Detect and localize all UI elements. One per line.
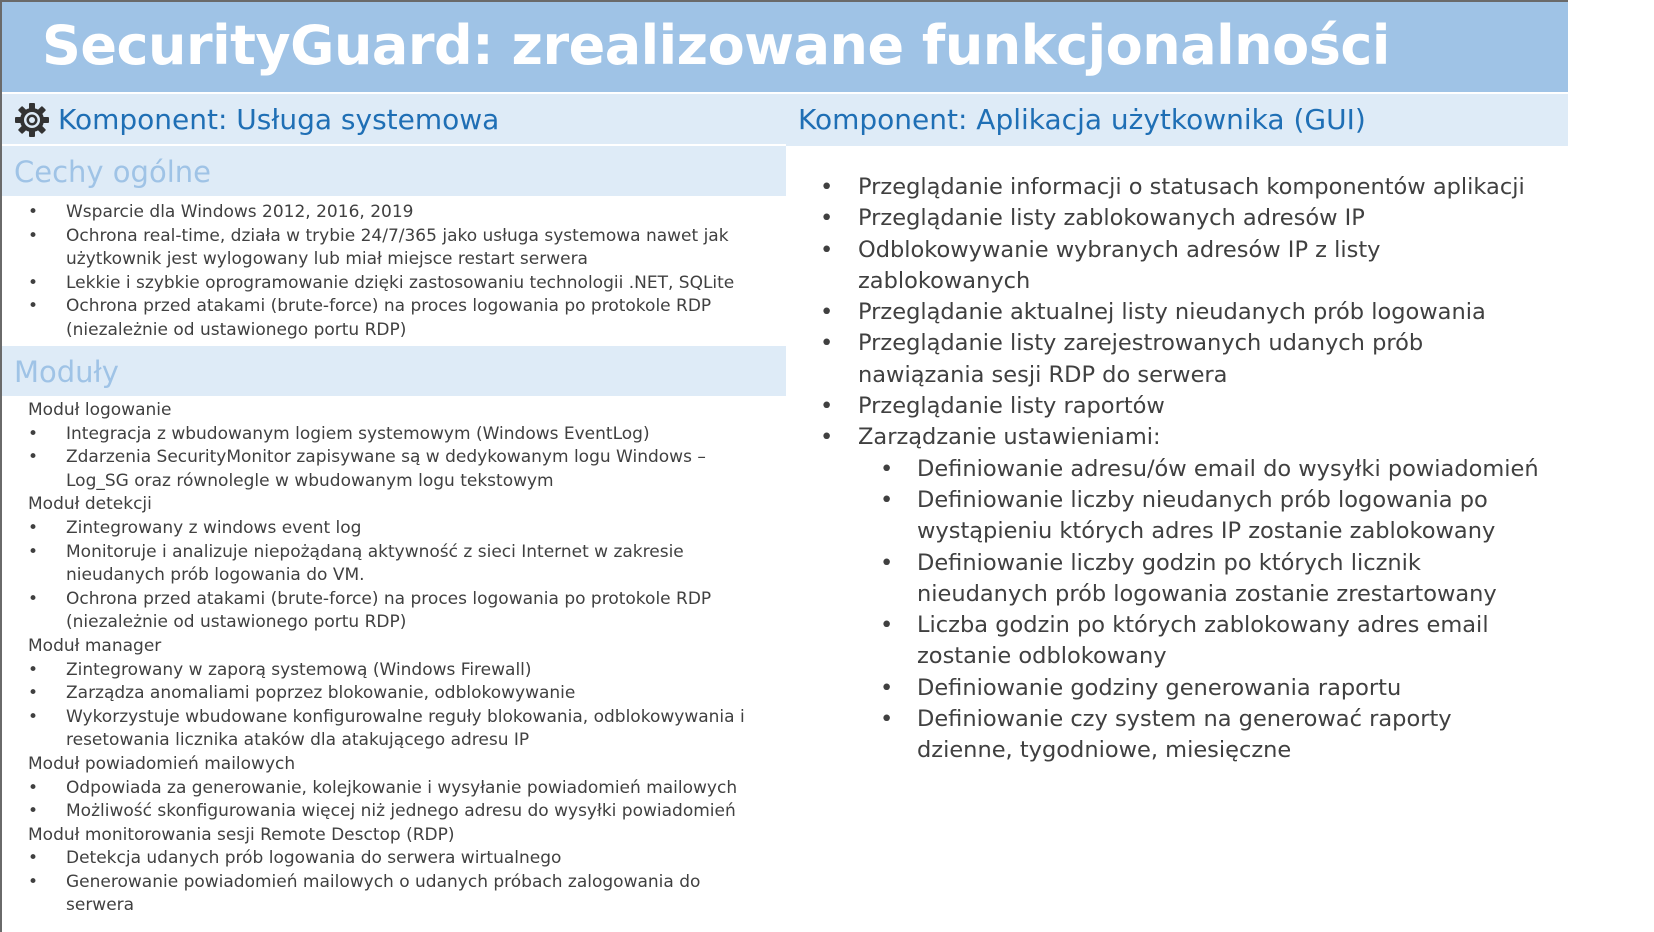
list-item: • Przeglądanie aktualnej listy nieudanych prób logowania <box>786 297 1546 328</box>
gear-icon <box>14 102 50 138</box>
slide-title: SecurityGuard: zrealizowane funkcjonalności <box>42 14 1390 77</box>
list-item: • Wykorzystuje wbudowane konfigurowalne reguły blokowania, odblokowywania i resetowania licznika ataków dla atakującego adresu IP <box>4 706 756 753</box>
list-item: • Zarządzanie ustawieniami: <box>786 422 1546 453</box>
list-item: • Możliwość skonfigurowania więcej niż jednego adresu do wysyłki powiadomień <box>4 800 756 824</box>
module-heading-detection: Moduł detekcji <box>28 494 152 515</box>
list-item: • Detekcja udanych prób logowania do serwera wirtualnego <box>4 847 756 871</box>
modules-list <box>4 399 756 918</box>
list-item: • Zintegrowany w zaporą systemową (Windows Firewall) <box>4 659 756 683</box>
list-item: • Zdarzenia SecurityMonitor zapisywane są w dedykowanym logu Windows – Log_SG oraz równolegle w wbudowanym logu tekstowym <box>4 446 756 493</box>
list-item: • Zarządza anomaliami poprzez blokowanie, odblokowywanie <box>4 682 756 706</box>
right-component-title: Komponent: Aplikacja użytkownika (GUI) <box>798 103 1366 136</box>
left-component-title: Komponent: Usługa systemowa <box>58 103 500 136</box>
list-item: • Przeglądanie listy zarejestrowanych udanych prób nawiązania sesji RDP do serwera <box>786 328 1546 391</box>
gui-features-list <box>786 172 1546 767</box>
settings-sub-item: • Definiowanie liczby nieudanych prób logowania po wystąpieniu których adres IP zostanie zablokowany <box>786 485 1546 548</box>
list-item: • Ochrona real-time, działa w trybie 24/7/365 jako usługa systemowa nawet jak użytkownik jest wylogowany lub miał miejsce restart serwera <box>4 225 756 272</box>
list-item: • Odpowiada za generowanie, kolejkowanie i wysyłanie powiadomień mailowych <box>4 777 756 801</box>
list-item: • Ochrona przed atakami (brute-force) na proces logowania po protokole RDP (niezależnie od ustawionego portu RDP) <box>4 295 756 342</box>
general-features-list <box>4 201 756 343</box>
settings-sub-item: • Definiowanie czy system na generować raporty dzienne, tygodniowe, miesięczne <box>786 704 1546 767</box>
list-item: • Monitoruje i analizuje niepożądaną aktywność z sieci Internet w zakresie nieudanych prób logowania do VM. <box>4 541 756 588</box>
module-heading-manager: Moduł manager <box>28 635 162 656</box>
title-bar <box>2 2 1568 92</box>
settings-sub-item: • Definiowanie godziny generowania raportu <box>786 673 1546 704</box>
settings-sub-item: • Definiowanie adresu/ów email do wysyłki powiadomień <box>786 454 1546 485</box>
general-section-title: Cechy ogólne <box>14 155 211 189</box>
modules-section-header <box>2 346 786 396</box>
list-item: • Ochrona przed atakami (brute-force) na proces logowania po protokole RDP (niezależnie od ustawionego portu RDP) <box>4 588 756 635</box>
list-item: • Odblokowywanie wybranych adresów IP z listy zablokowanych <box>786 235 1546 298</box>
list-item: • Generowanie powiadomień mailowych o udanych próbach zalogowania do serwera <box>4 871 756 918</box>
list-item: • Przeglądanie listy zablokowanych adresów IP <box>786 203 1546 234</box>
module-heading-logging: Moduł logowanie <box>28 400 172 420</box>
list-item: • Wsparcie dla Windows 2012, 2016, 2019 <box>4 201 756 225</box>
module-heading-rdp-monitoring: Moduł monitorowania sesji Remote Desctop (RDP) <box>28 824 455 845</box>
module-heading-notifications: Moduł powiadomień mailowych <box>28 753 296 774</box>
list-item: • Przeglądanie listy raportów <box>786 391 1546 422</box>
settings-sub-item: • Definiowanie liczby godzin po których licznik nieudanych prób logowania zostanie zrestartowany <box>786 548 1546 611</box>
list-item: • Zintegrowany z windows event log <box>4 517 756 541</box>
settings-sub-item: • Liczba godzin po których zablokowany adres email zostanie odblokowany <box>786 610 1546 673</box>
list-item: • Lekkie i szybkie oprogramowanie dzięki zastosowaniu technologii .NET, SQLite <box>4 272 756 296</box>
list-item: • Przeglądanie informacji o statusach komponentów aplikacji <box>786 172 1546 203</box>
list-item: • Integracja z wbudowanym logiem systemowym (Windows EventLog) <box>4 423 756 447</box>
modules-section-title: Moduły <box>14 355 119 389</box>
